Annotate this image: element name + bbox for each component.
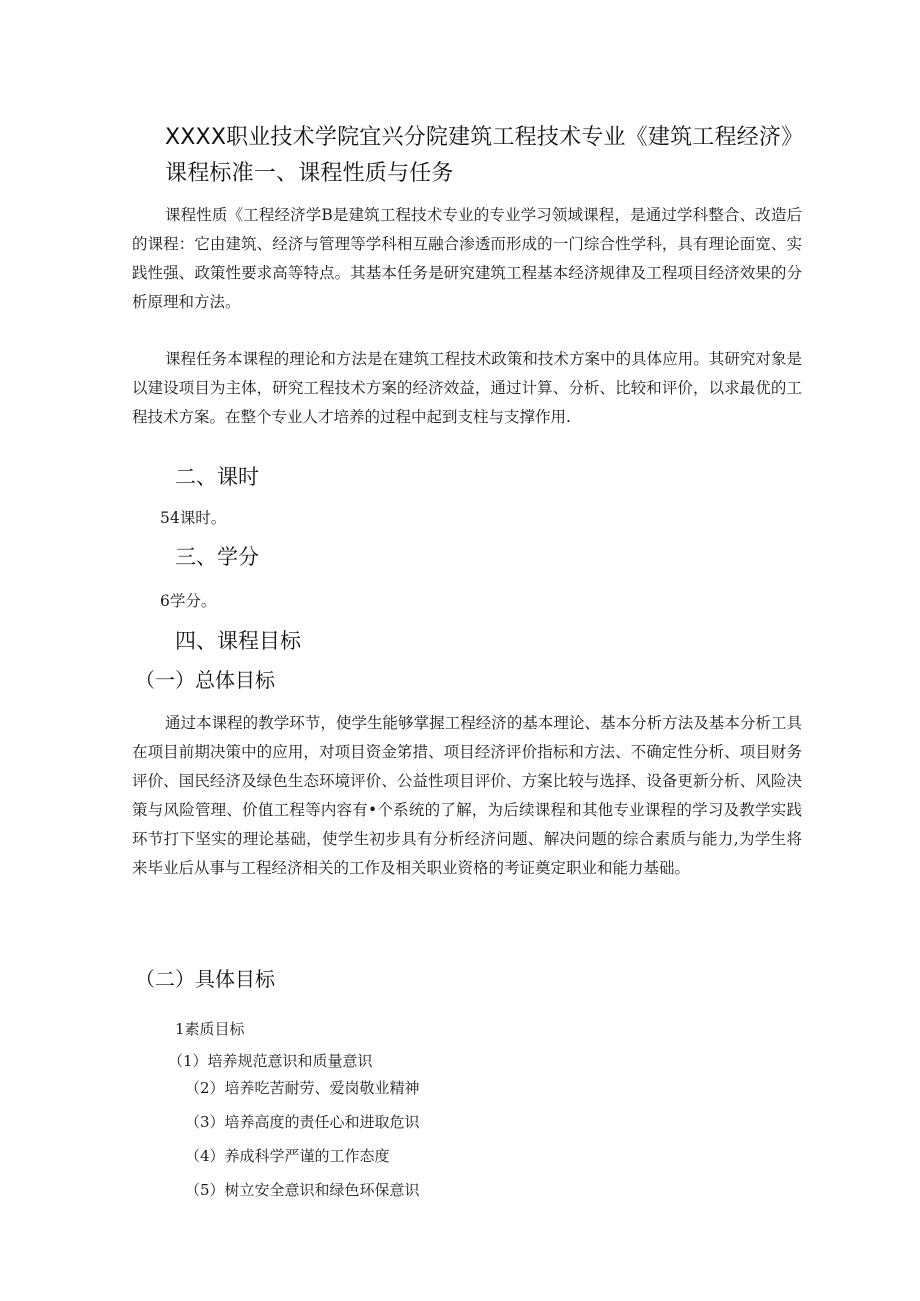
subsection-heading-specific-goals: （二）具体目标	[135, 967, 275, 991]
section-heading-goals: 四、课程目标	[175, 629, 301, 653]
list-item: （2）培养吃苦耐劳、爱岗敬业精神	[185, 1079, 420, 1097]
section-heading-hours: 二、课时	[175, 465, 259, 489]
hours-text: 54课时。	[160, 509, 227, 527]
list-item: （5）树立安全意识和绿色环保意识	[185, 1181, 420, 1199]
section-heading-credits: 三、学分	[175, 545, 259, 569]
overall-goals-paragraph: 通过本课程的教学环节，使学生能够掌握工程经济的基本理论、基本分析方法及基本分析工具在项目前期决策中的应用，对项目资金笫措、项目经济评价指标和方法、不确定性分析、项目财务评价、国民经济及绿色生态环境评价、公益性项目评价、方案比较与选择、设备更新分析、风险决策与风险管理、价值工程等内容有•个系统的了解，为后续课程和其他专业课程的学习及教学实践环节打下坚实的理论基础，使学生初步具有分析经济问题、解决问题的综合素质与能力,为学生将来毕业后从事与工程经济相关的工作及相关职业资格的考证奠定职业和能力基础。	[132, 714, 802, 877]
subsection-heading-overall-goals: （一）总体目标	[135, 668, 275, 692]
list-item: （3）培养高度的责任心和进取危识	[185, 1113, 420, 1131]
course-task-paragraph: 课程任务本课程的理论和方法是在建筑工程技术政策和技术方案中的具体应用。其研究对象是以建设项目为主体，研究工程技术方案的经济效益，通过计算、分析、比较和评价，以求最优的工程技术方案。在整个专业人才培养的过程中起到支柱与支撑作用.	[132, 350, 802, 426]
list-item: （4）养成科学严谨的工作态度	[185, 1147, 390, 1165]
document-title: XXXX职业技术学院宜兴分院建筑工程技术专业《建筑工程经济》课程标准一、课程性质与任务	[165, 125, 804, 186]
credits-text: 6学分。	[160, 592, 217, 610]
list-item: （1）培养规范意识和质量意识	[168, 1052, 373, 1070]
quality-goals-heading: 1素质目标	[175, 1020, 245, 1038]
course-nature-paragraph: 课程性质《工程经济学B是建筑工程技术专业的专业学习领域课程，是通过学科整合、改造后的课程：它由建筑、经济与管理等学科相互融合渗透而形成的一门综合性学科，具有理论面宽、实践性强、政策性要求高等特点。其基本任务是研究建筑工程基本经济规律及工程项目经济效果的分析原理和方法。	[132, 206, 802, 311]
